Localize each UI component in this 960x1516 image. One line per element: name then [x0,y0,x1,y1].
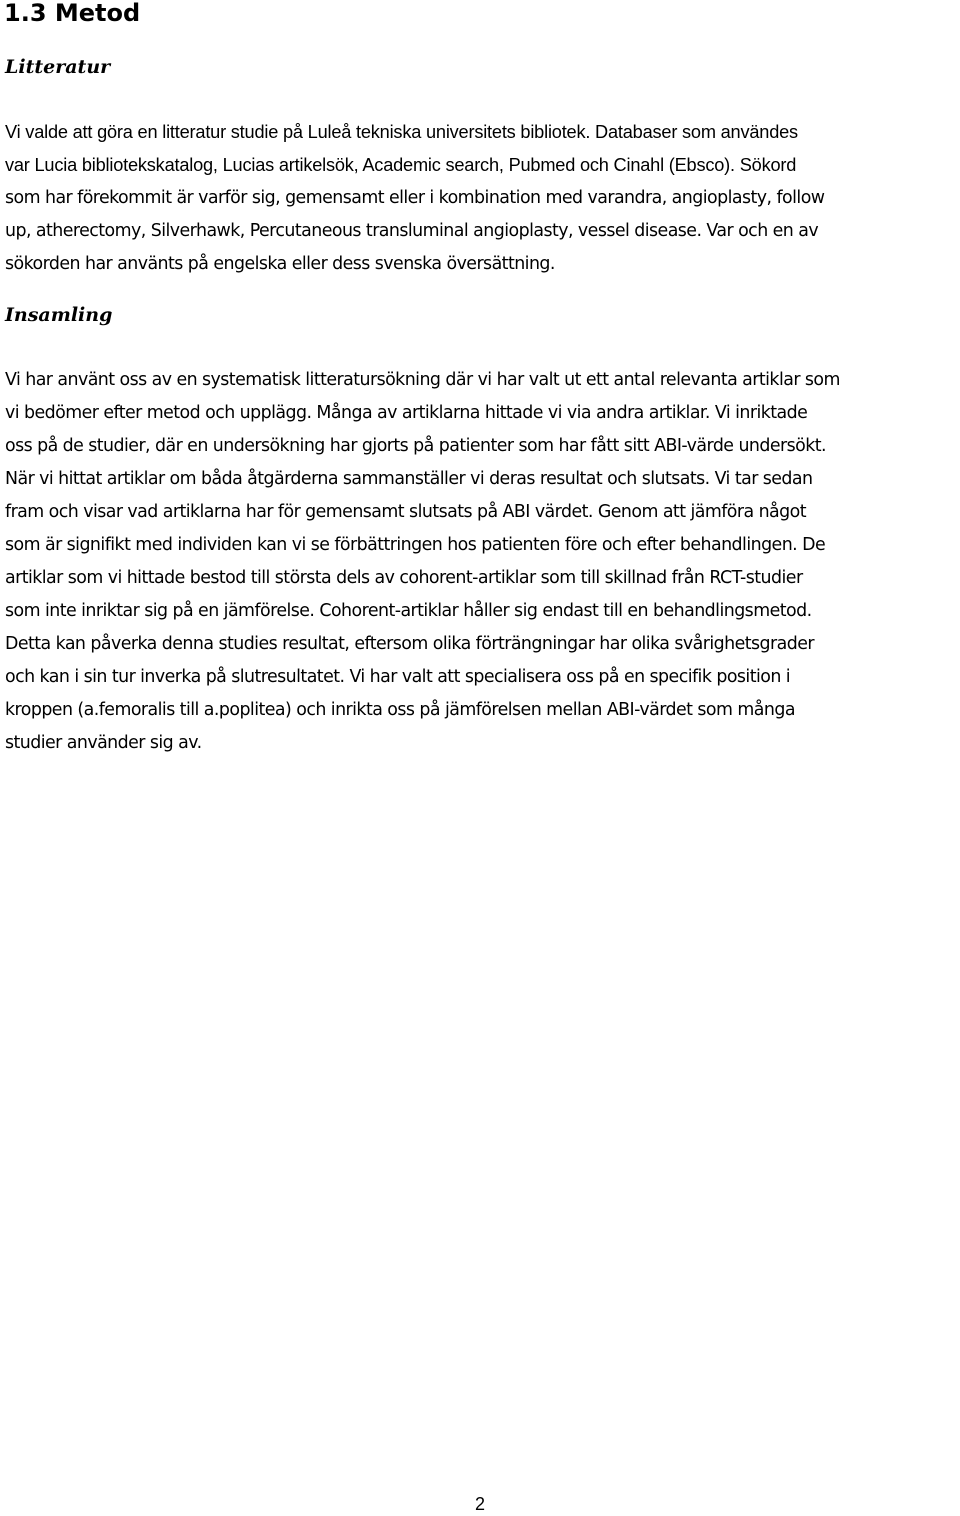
paragraph-line: och kan i sin tur inverka på slutresultatet. Vi har valt att specialisera oss på en specifik position i [5,667,791,687]
paragraph-line: var Lucia bibliotekskatalog, Lucias artikelsök, Academic search, Pubmed och Cinahl (Ebsco). Sökord [5,155,797,175]
paragraph-line: Detta kan påverka denna studies resultat, eftersom olika förträngningar har olika svårighetsgrader [5,634,814,654]
paragraph-line: Vi har använt oss av en systematisk litteratursökning där vi har valt ut ett antal relevanta artiklar som [5,370,840,390]
paragraph-line: vi bedömer efter metod och upplägg. Många av artiklarna hittade vi via andra artiklar. Vi inriktade [5,403,808,423]
paragraph-line: kroppen (a.femoralis till a.poplitea) och inrikta oss på jämförelsen mellan ABI-värdet som många [5,700,795,720]
paragraph-line: sökorden har använts på engelska eller dess svenska översättning. [5,254,555,274]
insamling-paragraph [5,364,960,760]
paragraph-line: studier använder sig av. [5,733,202,753]
insamling-heading: Insamling [5,304,113,326]
paragraph-line: Vi valde att göra en litteratur studie på Luleå tekniska universitets bibliotek. Databaser som användes [5,122,798,142]
litteratur-paragraph [5,116,960,281]
paragraph-line: När vi hittat artiklar om båda åtgärderna sammanställer vi deras resultat och slutsats. Vi tar sedan [5,469,813,489]
litteratur-heading: Litteratur [5,56,111,78]
paragraph-line: artiklar som vi hittade bestod till största dels av cohorent-artiklar som till skillnad från RCT-studier [5,568,803,588]
paragraph-line: fram och visar vad artiklarna har för gemensamt slutsats på ABI värdet. Genom att jämföra något [5,502,807,522]
paragraph-line: som är signifikt med individen kan vi se förbättringen hos patienten före och efter behandlingen. De [5,535,826,555]
page-number: 2 [474,1494,485,1514]
paragraph-line: up, atherectomy, Silverhawk, Percutaneous transluminal angioplasty, vessel disease. Var och en av [5,221,819,241]
paragraph-line: som har förekommit är varför sig, gemensamt eller i kombination med varandra, angioplasty, follow [5,188,825,208]
section-heading: 1.3 Metod [4,0,141,27]
paragraph-line: oss på de studier, där en undersökning har gjorts på patienter som har fått sitt ABI-värde undersökt. [5,436,826,456]
paragraph-line: som inte inriktar sig på en jämförelse. Cohorent-artiklar håller sig endast till en behandlingsmetod. [5,601,812,621]
